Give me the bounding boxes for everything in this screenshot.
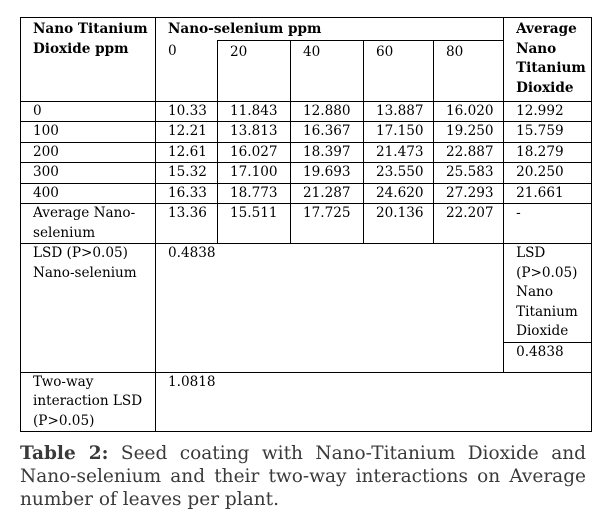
table-row xyxy=(21,183,592,204)
table-cell: 23.550 xyxy=(364,163,434,184)
table-row xyxy=(21,142,592,163)
lsd-selenium-value: 0.4838 xyxy=(156,244,504,373)
table-cell: 11.843 xyxy=(218,101,291,122)
table-cell: 17.100 xyxy=(218,163,291,184)
table-cell: 15.32 xyxy=(156,163,218,184)
table-cell: 19.693 xyxy=(291,163,364,184)
table-cell: 20.136 xyxy=(364,204,434,244)
lsd-titanium-label: LSD (P>0.05) Nano Titanium Dioxide xyxy=(504,244,592,343)
column-header: 20 xyxy=(218,40,291,101)
table-cell: 21.473 xyxy=(364,142,434,163)
lsd-selenium-label: LSD (P>0.05) Nano-selenium xyxy=(21,244,156,373)
table-cell: 16.020 xyxy=(434,101,504,122)
group-header: Nano-selenium ppm xyxy=(156,18,504,41)
table-cell: 25.583 xyxy=(434,163,504,184)
table-cell: 16.33 xyxy=(156,183,218,204)
table-cell: 13.813 xyxy=(218,122,291,143)
results-table xyxy=(20,17,592,432)
table-cell: 17.725 xyxy=(291,204,364,244)
row-average: 18.279 xyxy=(504,142,592,163)
row-label: 200 xyxy=(21,142,156,163)
table-row xyxy=(21,122,592,143)
column-header: 60 xyxy=(364,40,434,101)
row-label: Average Nano-selenium xyxy=(21,204,156,244)
table-cell: 21.287 xyxy=(291,183,364,204)
table-cell: 17.150 xyxy=(364,122,434,143)
table-cell: 13.887 xyxy=(364,101,434,122)
table-cell: 16.367 xyxy=(291,122,364,143)
caption-text: Seed coating with Nano-Titanium Dioxide and Nano-selenium and their two-way interactions on Average number of leaves per plant. xyxy=(20,443,586,510)
table-row xyxy=(21,101,592,122)
table-cell: 27.293 xyxy=(434,183,504,204)
table-cell: 22.887 xyxy=(434,142,504,163)
row-label: 0 xyxy=(21,101,156,122)
row-average: 15.759 xyxy=(504,122,592,143)
row-header: Nano Titanium Dioxide ppm xyxy=(21,18,156,102)
table-cell: 15.511 xyxy=(218,204,291,244)
column-header: 80 xyxy=(434,40,504,101)
row-average: 12.992 xyxy=(504,101,592,122)
table-cell: 22.207 xyxy=(434,204,504,244)
table-cell: 18.397 xyxy=(291,142,364,163)
column-header: 0 xyxy=(156,40,218,101)
table-caption xyxy=(20,442,586,511)
table-cell: 24.620 xyxy=(364,183,434,204)
table-cell: 18.773 xyxy=(218,183,291,204)
table-cell: 13.36 xyxy=(156,204,218,244)
row-average: - xyxy=(504,204,592,244)
avg-column-header: Average Nano Titanium Dioxide xyxy=(504,18,592,102)
table-row xyxy=(21,244,592,343)
lsd-titanium-value: 0.4838 xyxy=(504,342,592,372)
lsd-interaction-value: 1.0818 xyxy=(156,372,592,432)
column-header: 40 xyxy=(291,40,364,101)
row-label: 300 xyxy=(21,163,156,184)
row-average: 21.661 xyxy=(504,183,592,204)
table-cell: 12.880 xyxy=(291,101,364,122)
table-cell: 19.250 xyxy=(434,122,504,143)
row-label: 400 xyxy=(21,183,156,204)
table-cell: 12.21 xyxy=(156,122,218,143)
table-row xyxy=(21,163,592,184)
table-cell: 16.027 xyxy=(218,142,291,163)
table-cell: 12.61 xyxy=(156,142,218,163)
table-row xyxy=(21,204,592,244)
row-label: 100 xyxy=(21,122,156,143)
lsd-interaction-label: Two-way interaction LSD (P>0.05) xyxy=(21,372,156,432)
table-cell: 10.33 xyxy=(156,101,218,122)
caption-label: Table 2: xyxy=(20,443,109,464)
row-average: 20.250 xyxy=(504,163,592,184)
table-row xyxy=(21,372,592,432)
